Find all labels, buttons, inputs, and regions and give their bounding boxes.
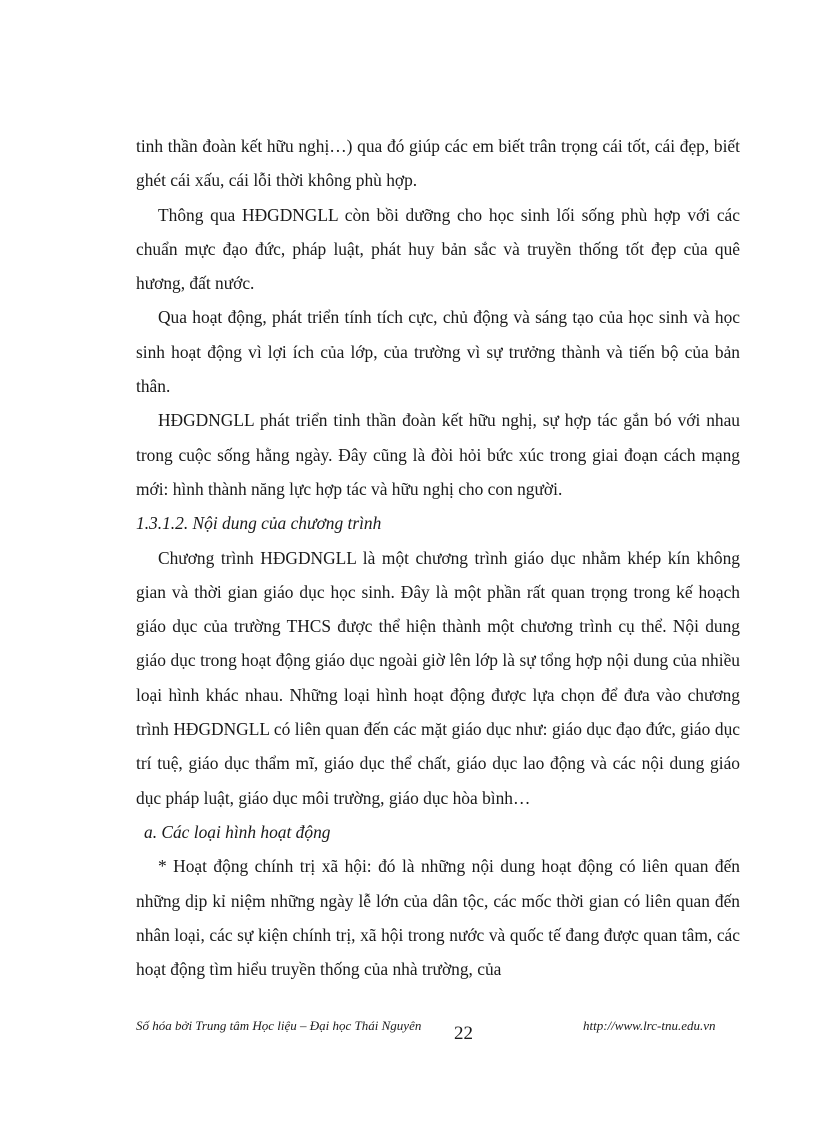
paragraph-2: Thông qua HĐGDNGLL còn bồi dưỡng cho học sinh lối sống phù hợp với các chuẩn mực đạo đức, pháp luật, phát huy bản sắc và truyền thống tốt đẹp của quê hương, đất nước. [136,204,740,294]
paragraph-last: * Hoạt động chính trị xã hội: đó là những nội dung hoạt động có liên quan đến những dịp kỉ niệm những ngày lễ lớn của dân tộc, các mốc thời gian có liên quan đến nhân loại, các sự kiện chính trị, xã hội trong nước và quốc tế đang được quan tâm, các hoạt động tìm hiểu truyền thống của nhà trường, của [136,856,740,980]
section-heading: 1.3.1.2. Nội dung của chương trình [136,513,382,534]
paragraph-4: HĐGDNGLL phát triển tinh thần đoàn kết hữu nghị, sự hợp tác gắn bó với nhau trong cuộc sống hằng ngày. Đây cũng là đòi hỏi bức xúc trong giai đoạn cách mạng mới: hình thành năng lực hợp tác và hữu nghị cho con người. [136,410,740,499]
section-paragraph: Chương trình HĐGDNGLL là một chương trình giáo dục nhằm khép kín không gian và thời gian giáo dục học sinh. Đây là một phần rất quan trọng trong kế hoạch giáo dục của trường THCS được thể hiện thành một chương trình cụ thể. Nội dung giáo dục trong hoạt động giáo dục ngoài giờ lên lớp là sự tổng hợp nội dung của nhiều loại hình khác nhau. Những loại hình hoạt động được lựa chọn để đưa vào chương trình HĐGDNGLL có liên quan đến các mặt giáo dục như: giáo dục đạo đức, giáo dục trí tuệ, giáo dục thẩm mĩ, giáo dục thể chất, giáo dục lao động và các nội dung giáo dục pháp luật, giáo dục môi trường, giáo dục hòa bình… [136,547,740,808]
footer-source: Số hóa bởi Trung tâm Học liệu – Đại học Thái Nguyên [136,1018,422,1033]
subsection-heading: a. Các loại hình hoạt động [144,821,331,842]
paragraph-3: Qua hoạt động, phát triển tính tích cực, chủ động và sáng tạo của học sinh và học sinh hoạt động vì lợi ích của lớp, của trường vì sự trưởng thành và tiến bộ của bản thân. [136,307,740,397]
footer-url: http://www.lrc-tnu.edu.vn [583,1018,716,1033]
page-number: 22 [454,1023,473,1044]
page-body [136,129,740,986]
paragraph-1: tinh thần đoàn kết hữu nghị…) qua đó giúp các em biết trân trọng cái tốt, cái đẹp, biết ghét cái xấu, cái lỗi thời không phù hợp. [136,136,740,191]
